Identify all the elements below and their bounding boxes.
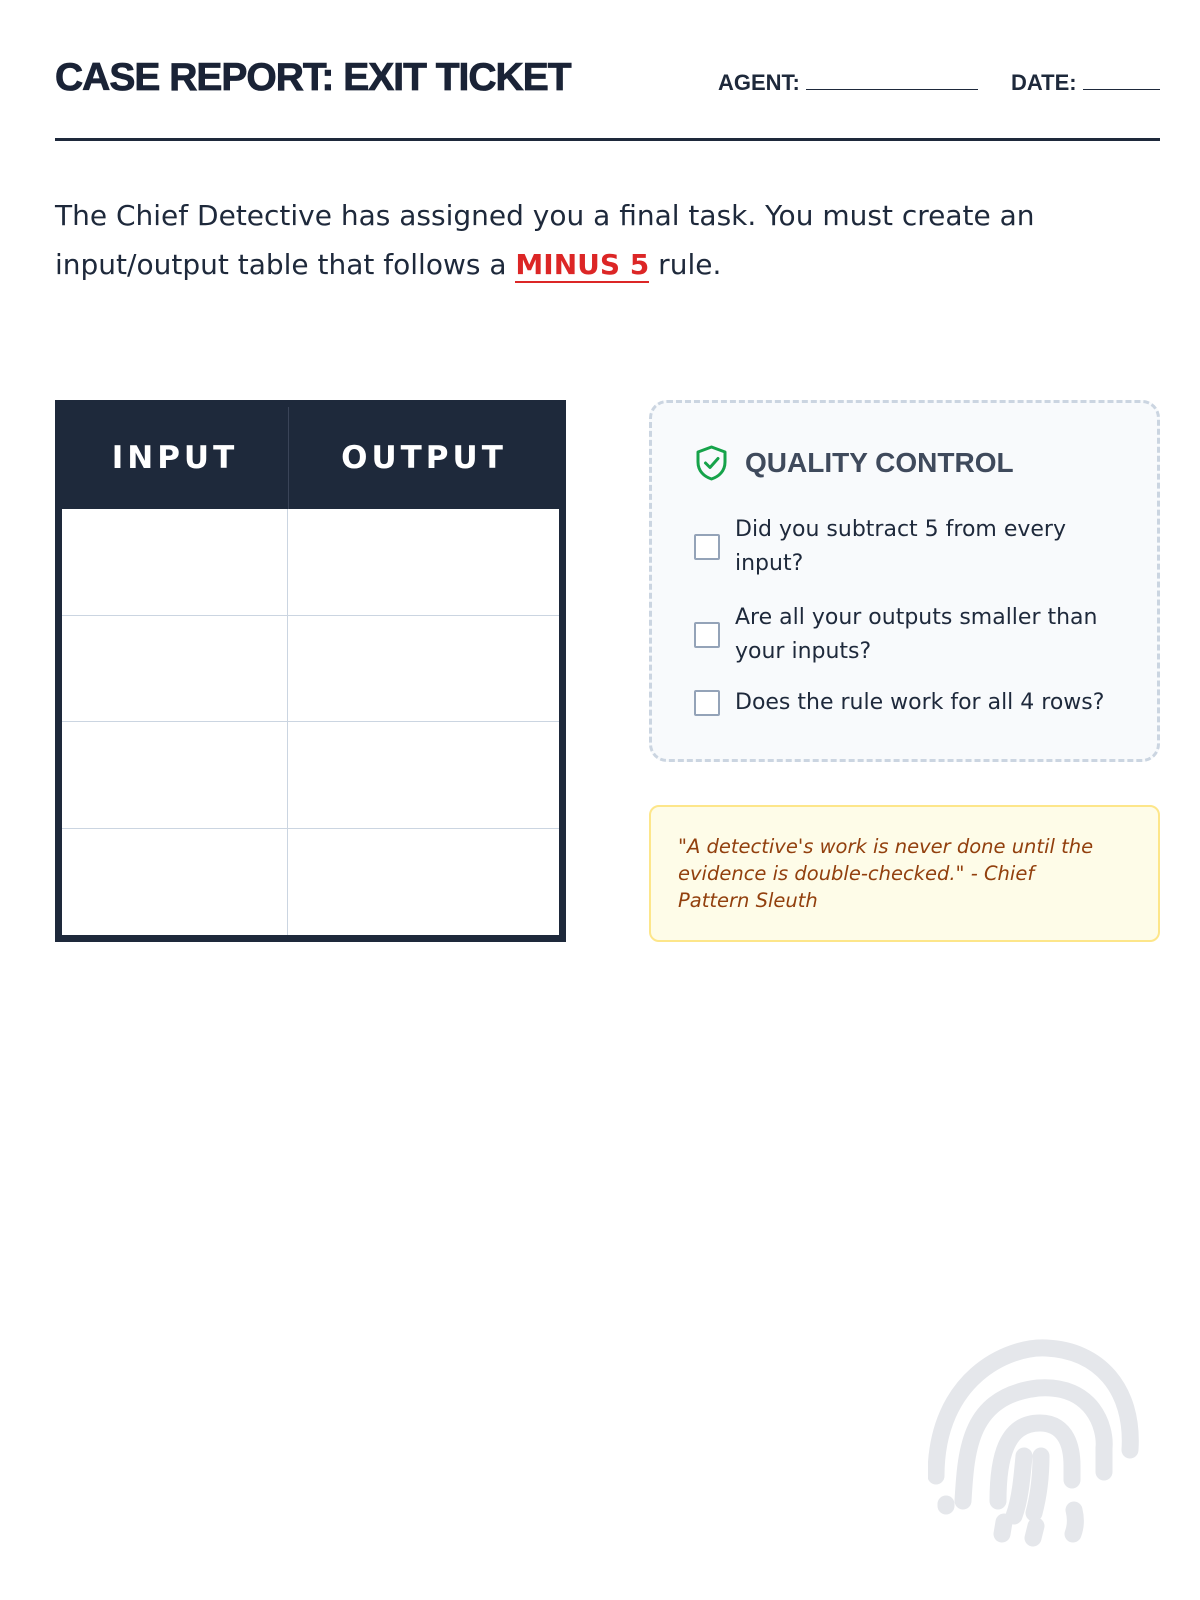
- quality-control-title: QUALITY CONTROL: [745, 447, 1014, 478]
- column-header-output: OUTPUT: [341, 440, 507, 476]
- input-output-table: [55, 400, 566, 942]
- checklist-item: [694, 601, 1114, 669]
- quality-control-heading: [695, 445, 1014, 481]
- table-body: [62, 509, 559, 935]
- table-row: [62, 509, 559, 616]
- date-field: [1011, 70, 1160, 96]
- input-cell[interactable]: [62, 616, 288, 722]
- table-row: [62, 616, 559, 723]
- agent-blank-line: [806, 70, 978, 90]
- fingerprint-icon: [928, 1338, 1148, 1558]
- checkbox[interactable]: [694, 534, 720, 560]
- checkbox[interactable]: [694, 690, 720, 716]
- report-header: [55, 50, 1160, 141]
- checklist-item-label: Did you subtract 5 from every input?: [735, 517, 1066, 576]
- table-row: [62, 722, 559, 829]
- date-label: DATE:: [1011, 70, 1077, 95]
- quote-box: [649, 805, 1160, 942]
- checklist-item: [694, 513, 1114, 581]
- task-instructions: [55, 191, 1135, 289]
- agent-field: [718, 70, 978, 96]
- checklist-item-label: Are all your outputs smaller than your inputs?: [735, 605, 1098, 664]
- rule-highlight: MINUS 5: [515, 248, 650, 281]
- page-title: CASE REPORT: EXIT TICKET: [55, 56, 571, 99]
- input-cell[interactable]: [62, 509, 288, 615]
- agent-label: AGENT:: [718, 70, 800, 95]
- input-cell[interactable]: [62, 829, 288, 936]
- table-row: [62, 829, 559, 936]
- column-header-input: INPUT: [62, 407, 289, 509]
- input-cell[interactable]: [62, 722, 288, 828]
- quality-control-panel: [649, 400, 1160, 762]
- checklist-item: [694, 686, 1114, 720]
- shield-check-icon: [695, 445, 728, 481]
- intro-text-before: The Chief Detective has assigned you a final task. You must create an input/output table that follows a: [55, 199, 1035, 281]
- checklist-item-label: Does the rule work for all 4 rows?: [735, 690, 1105, 715]
- output-cell[interactable]: [288, 722, 559, 828]
- output-cell[interactable]: [288, 829, 559, 936]
- table-header: [62, 407, 559, 509]
- date-blank-line: [1083, 70, 1160, 90]
- output-cell[interactable]: [288, 616, 559, 722]
- checkbox[interactable]: [694, 622, 720, 648]
- quote-text: "A detective's work is never done until the evidence is double-checked." - Chief Pattern Sleuth: [678, 835, 1094, 912]
- output-cell[interactable]: [288, 509, 559, 615]
- intro-text-after: rule.: [649, 248, 722, 281]
